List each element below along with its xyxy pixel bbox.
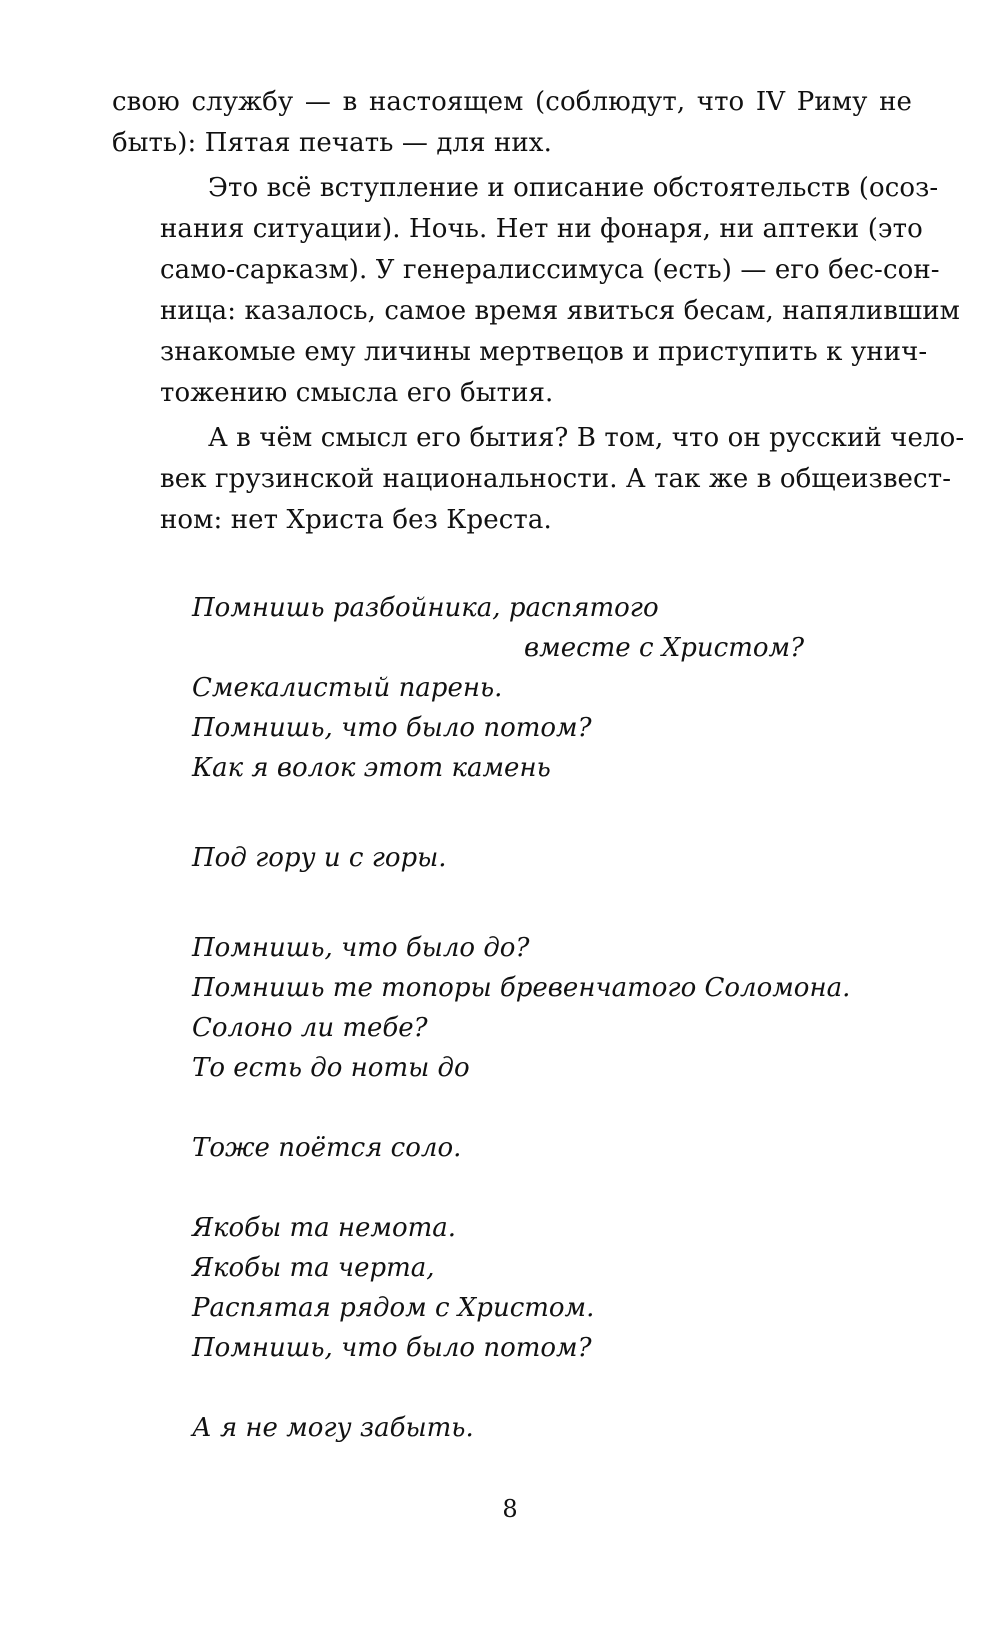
text-line: век грузинской национальности. А так же в общеизвест- (160, 464, 952, 494)
poem-line: Якобы та черта, (192, 1253, 435, 1283)
poem-line: То есть до ноты до (192, 1053, 470, 1083)
poem-line: А я не могу забыть. (192, 1413, 474, 1443)
poem-line: вместе с Христом? (524, 633, 805, 663)
poem-line: Распятая рядом с Христом. (192, 1293, 595, 1323)
text-line: быть): Пятая печать — для них. (112, 128, 552, 158)
text-line: ница: казалось, самое время явиться бесам, напялившим (160, 296, 960, 326)
poem-line: Помнишь, что было потом? (192, 1333, 592, 1363)
poem-line: Помнишь те топоры бревенчатого Соломона. (192, 973, 851, 1003)
poem-line: Смекалистый парень. (192, 673, 503, 703)
poem-line: Помнишь разбойника, распятого (192, 593, 659, 623)
prose-block (112, 82, 965, 545)
poem-line: Солоно ли тебе? (192, 1013, 428, 1043)
poem-line: Помнишь, что было потом? (192, 713, 592, 743)
text-line: А в чём смысл его бытия? В том, что он русский чело- (208, 423, 965, 453)
text-line: Это всё вступление и описание обстоятельств (осоз- (208, 173, 939, 203)
poem-line: Помнишь, что было до? (192, 933, 530, 963)
text-line: само-сарказм). У генералиссимуса (есть) — его бес-сон- (160, 255, 940, 285)
poem-line: Якобы та немота. (192, 1213, 457, 1243)
text-line: ном: нет Христа без Креста. (160, 505, 552, 535)
text-line: свою службу — в настоящем (соблюдут, что IV Риму не (112, 87, 912, 117)
paragraph-1 (112, 82, 912, 164)
poem-line: Под гору и с горы. (192, 843, 447, 873)
text-line: знакомые ему личины мертвецов и приступить к унич- (160, 337, 928, 367)
text-line: нания ситуации). Ночь. Нет ни фонаря, ни аптеки (это (160, 214, 923, 244)
text-line: тожению смысла его бытия. (160, 378, 554, 408)
poem-line: Как я волок этот камень (192, 753, 551, 783)
paragraph-3 (112, 418, 965, 541)
paragraph-2 (112, 168, 960, 414)
page-number: 8 (502, 1495, 518, 1523)
poem-line: Тоже поётся соло. (192, 1133, 462, 1163)
